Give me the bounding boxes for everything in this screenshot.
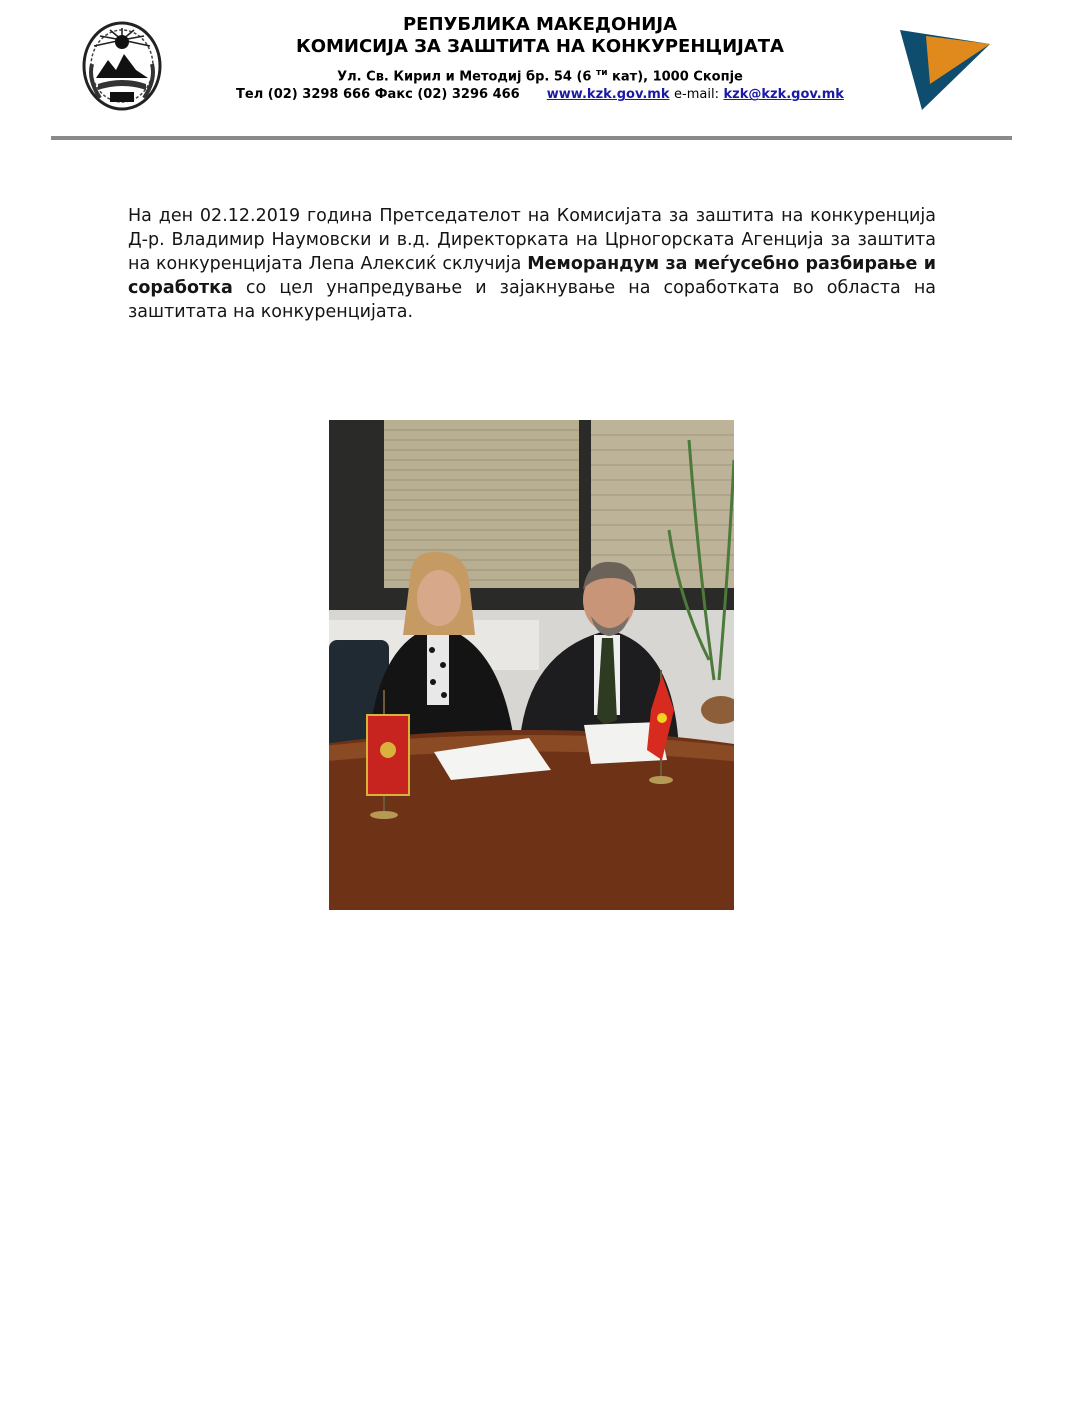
org-name-line-2: КОМИСИЈА ЗА ЗАШТИТА НА КОНКУРЕНЦИЈАТА <box>295 36 784 57</box>
website-link[interactable]: www.kzk.gov.mk <box>546 87 670 103</box>
contact-line <box>180 86 900 104</box>
commission-logo-icon <box>896 26 998 116</box>
phone-fax: Тел (02) 3298 666 Факс (02) 3296 466 <box>236 87 520 103</box>
email-label: e-mail: <box>674 87 719 103</box>
email-link[interactable]: kzk@kzk.gov.mk <box>723 87 844 103</box>
address-line: Ул. Св. Кирил и Методиј бр. 54 (6 $^{ти}$ кат), 1000 Скопје <box>337 68 743 85</box>
org-name-line-1: РЕПУБЛИКА МАКЕДОНИЈА <box>402 14 678 35</box>
letterhead <box>180 14 900 104</box>
signing-ceremony-photo <box>329 420 734 910</box>
memorandum-title: Меморандум за меѓусебно разбирање и соработка <box>128 254 936 298</box>
body-paragraph: На ден 02.12.2019 година Претседателот на Комисијата за заштита на конкуренција Д-р. Владимир Наумовски и в.д. Директорката на Црногорската Агенција за заштита на конкуренцијата Лепа Алексиќ склучија Меморандум за меѓусебно разбирање и соработка со цел унапредување и зајакнување на соработката во областа на заштитата на конкуренцијата. <box>128 206 936 322</box>
header-divider <box>51 136 1012 140</box>
state-emblem-icon <box>80 20 164 112</box>
